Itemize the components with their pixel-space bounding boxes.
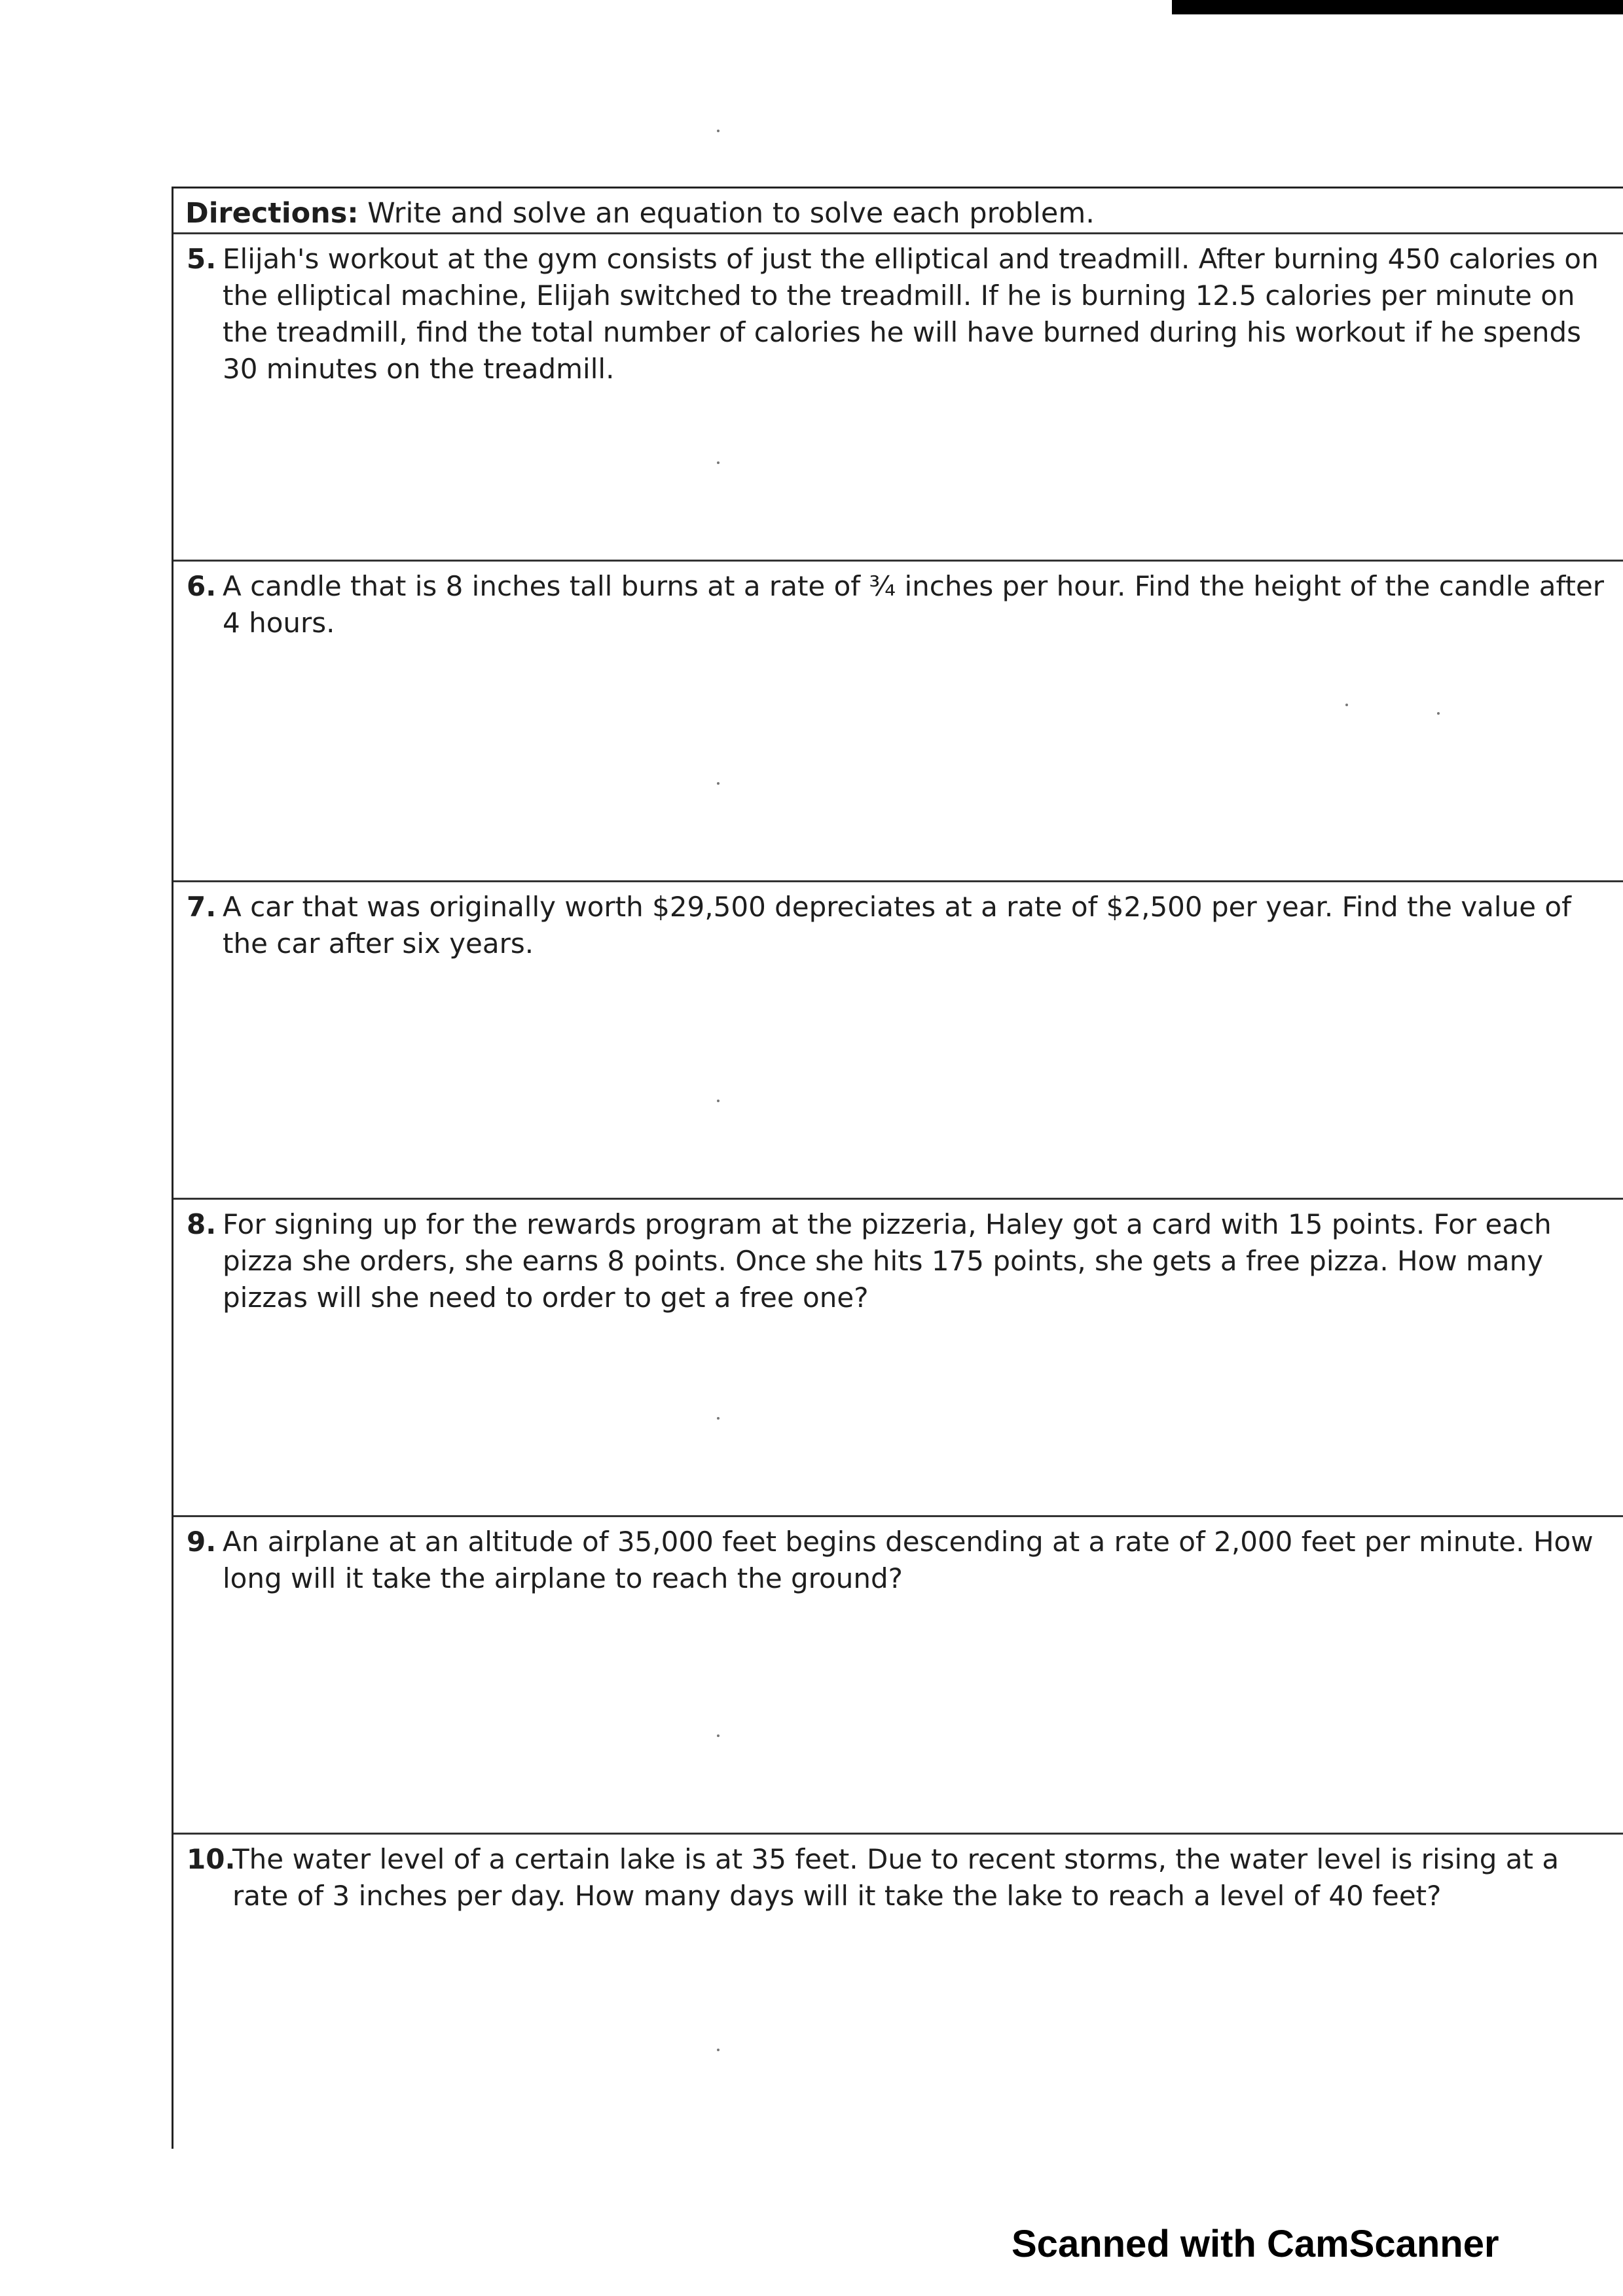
problem-6-text — [187, 568, 1610, 641]
directions-text: Write and solve an equation to solve each problem. — [367, 197, 1095, 230]
problem-8 — [173, 1200, 1623, 1517]
directions-row — [173, 188, 1623, 234]
problem-8-number: 8. — [187, 1208, 217, 1240]
problem-9-body: An airplane at an altitude of 35,000 feet begins descending at a rate of 2,000 feet per minute. How long will it take the airplane to reach the ground? — [223, 1526, 1594, 1594]
problem-5-number: 5. — [187, 243, 217, 275]
problem-9-text — [187, 1524, 1610, 1597]
problem-10 — [173, 1835, 1623, 2149]
problem-10-body: The water level of a certain lake is at 35 feet. Due to recent storms, the water level is rising at a rate of 3 inches per day. How many days will it take the lake to reach a level of 40 feet? — [232, 1843, 1559, 1912]
problem-9-number: 9. — [187, 1526, 217, 1558]
problem-8-text — [187, 1206, 1610, 1316]
problem-6 — [173, 562, 1623, 882]
scan-speck — [717, 130, 720, 132]
problem-6-number: 6. — [187, 570, 217, 602]
problem-5-body: Elijah's workout at the gym consists of just the elliptical and treadmill. After burning 450 calories on the elliptical machine, Elijah switched to the treadmill. If he is burning 12.5 calories per minute on the treadmill, find the total number of calories he will have burned during his workout if he spends 30 minutes on the treadmill. — [223, 243, 1599, 385]
scan-edge-bar — [1172, 0, 1623, 14]
problem-7 — [173, 882, 1623, 1200]
problem-9 — [173, 1517, 1623, 1835]
problem-7-number: 7. — [187, 891, 217, 923]
problem-8-body: For signing up for the rewards program at the pizzeria, Haley got a card with 15 points. For each pizza she orders, she earns 8 points. Once she hits 175 points, she gets a free pizza. How many pizzas will she need to order to get a free one? — [223, 1208, 1552, 1314]
camscanner-watermark: Scanned with CamScanner — [1012, 2223, 1499, 2265]
directions-label: Directions: — [185, 197, 359, 230]
problem-5-text — [187, 241, 1610, 387]
problem-7-text — [187, 889, 1610, 962]
problem-5 — [173, 234, 1623, 562]
problem-10-number: 10. — [187, 1843, 236, 1875]
worksheet-table — [172, 187, 1623, 2149]
problem-7-body: A car that was originally worth $29,500 depreciates at a rate of $2,500 per year. Find the value of the car after six years. — [223, 891, 1571, 960]
problem-6-body: A candle that is 8 inches tall burns at a rate of ¾ inches per hour. Find the height of the candle after 4 hours. — [223, 570, 1605, 639]
problem-10-text — [187, 1841, 1610, 1914]
